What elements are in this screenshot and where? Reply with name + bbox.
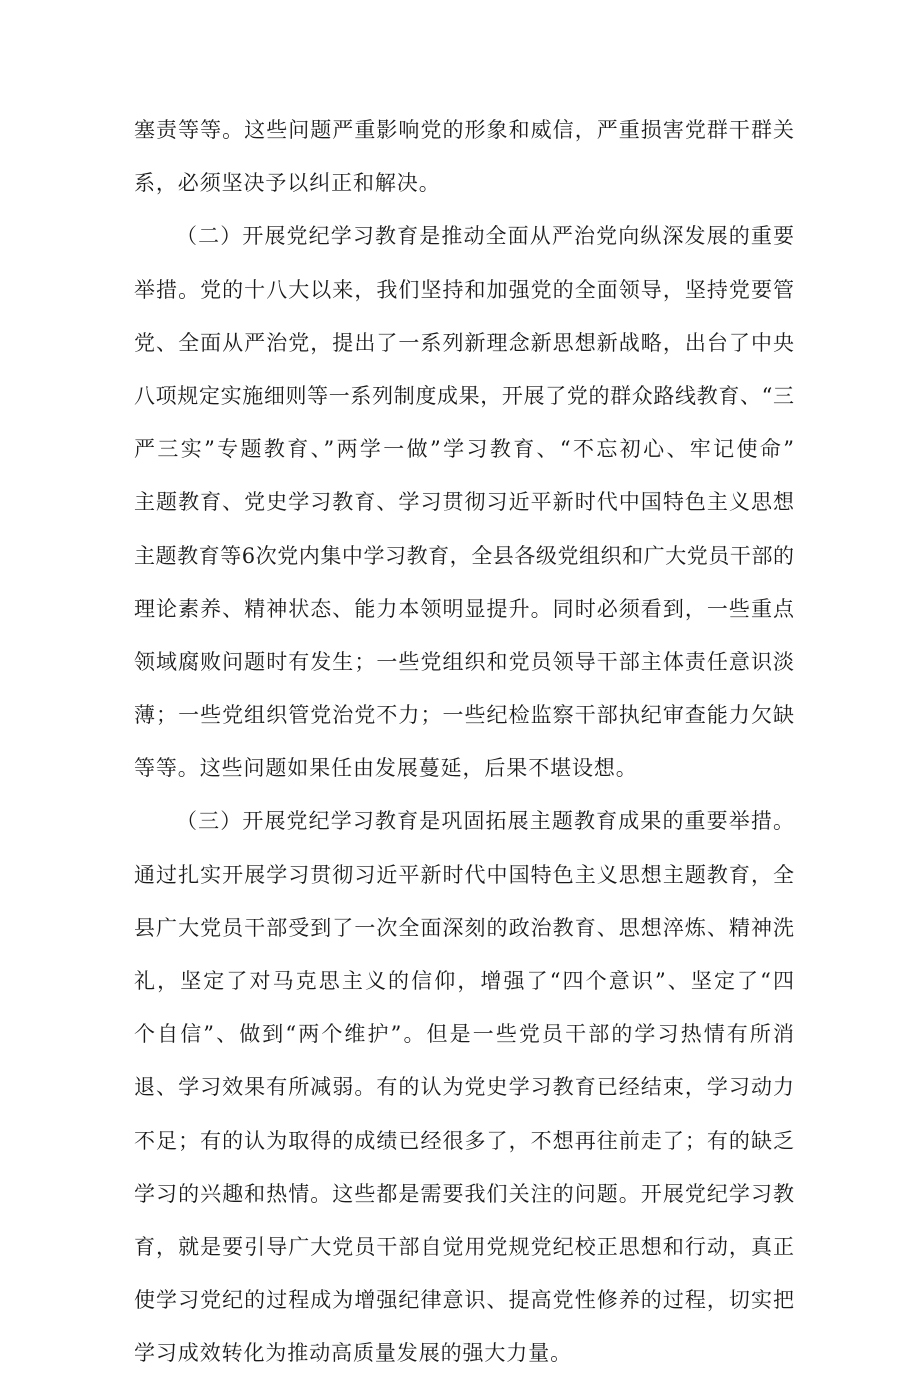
text-line: 使学习党纪的过程成为增强纪律意识、提高党性修养的过程，切实把 <box>134 1288 794 1313</box>
text-line: 薄；一些党组织管党治党不力；一些纪检监察干部执纪审查能力欠缺 <box>134 703 794 728</box>
text-line: 不足；有的认为取得的成绩已经很多了，不想再往前走了；有的缺乏 <box>134 1128 794 1153</box>
text-line: 严三实”专题教育、”两学一做”学习教育、“不忘初心、牢记使命” <box>134 437 794 462</box>
text-line: 育，就是要引导广大党员干部自觉用党规党纪校正思想和行动，真正 <box>134 1234 794 1259</box>
text-line: 举措。党的十八大以来，我们坚持和加强党的全面领导，坚持党要管 <box>134 277 794 302</box>
text-line: 退、学习效果有所减弱。有的认为党史学习教育已经结束，学习动力 <box>134 1075 794 1100</box>
section-heading-line: （三）开展党纪学习教育是巩固拓展主题教育成果的重要举措。 <box>176 809 794 834</box>
document-body <box>134 104 794 1381</box>
text-line: 党、全面从严治党，提出了一系列新理念新思想新战略，出台了中央 <box>134 330 794 355</box>
text-line: 八项规定实施细则等一系列制度成果，开展了党的群众路线教育、“三 <box>134 383 794 408</box>
text-line: 学习的兴趣和热情。这些都是需要我们关注的问题。开展党纪学习教 <box>134 1181 794 1206</box>
text-line: 礼，坚定了对马克思主义的信仰，增强了“四个意识”、坚定了“四 <box>134 969 794 993</box>
text-line: 主题教育等6次党内集中学习教育，全县各级党组织和广大党员干部的 <box>134 543 794 568</box>
text-line: 领域腐败问题时有发生；一些党组织和党员领导干部主体责任意识淡 <box>134 649 794 674</box>
paragraph-continuation <box>134 104 794 210</box>
text-line: 系，必须坚决予以纠正和解决。 <box>134 171 441 196</box>
text-line: 理论素养、精神状态、能力本领明显提升。同时必须看到，一些重点 <box>134 596 794 621</box>
text-line: 主题教育、党史学习教育、学习贯彻习近平新时代中国特色主义思想 <box>134 490 794 515</box>
text-line: 塞责等等。这些问题严重影响党的形象和威信，严重损害党群干群关 <box>134 118 794 142</box>
paragraph-section-three <box>134 795 794 1380</box>
text-line: 个自信”、做到“两个维护”。但是一些党员干部的学习热情有所消 <box>134 1022 794 1047</box>
text-line: 通过扎实开展学习贯彻习近平新时代中国特色主义思想主题教育，全 <box>134 862 794 887</box>
paragraph-section-two <box>134 210 794 795</box>
text-line: 学习成效转化为推动高质量发展的强大力量。 <box>134 1341 572 1366</box>
text-line: 等等。这些问题如果任由发展蔓延，后果不堪设想。 <box>134 756 638 781</box>
section-heading-line: （二）开展党纪学习教育是推动全面从严治党向纵深发展的重要 <box>176 224 794 249</box>
text-line: 县广大党员干部受到了一次全面深刻的政治教育、思想淬炼、精神洗 <box>134 915 794 940</box>
